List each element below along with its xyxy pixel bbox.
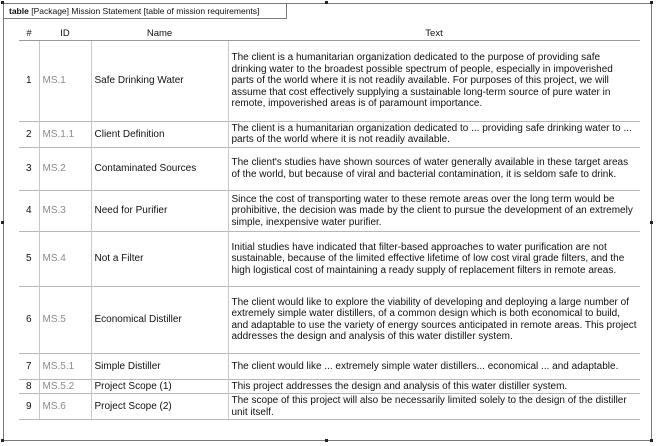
requirement-id[interactable]: MS.5.2 bbox=[39, 379, 91, 393]
row-number: 2 bbox=[19, 122, 39, 148]
column-header-id[interactable]: ID bbox=[39, 27, 91, 41]
table-row[interactable] bbox=[19, 190, 640, 231]
requirement-id[interactable]: MS.1 bbox=[39, 41, 91, 122]
table-row[interactable] bbox=[19, 147, 640, 190]
row-number: 1 bbox=[19, 41, 39, 122]
requirement-text[interactable]: The client is a humanitarian organization dedicated to the purpose of providing safe drinking water to the broadest possible spectrum of people, especially in impoverished parts of the world where it is not readily available. For purposes of this project, we will assume that cost effectively supplying a sustainable long-term source of pure water in remote, impoverished areas is of paramount importance. bbox=[228, 41, 640, 122]
requirement-name[interactable]: Project Scope (1) bbox=[91, 379, 228, 393]
requirement-name[interactable]: Project Scope (2) bbox=[91, 394, 228, 420]
table-header-row bbox=[19, 27, 640, 41]
frame-resize-handle[interactable] bbox=[650, 1, 653, 4]
requirement-text[interactable]: This project addresses the design and analysis of this water distiller system. bbox=[228, 379, 640, 393]
diagram-frame bbox=[3, 3, 652, 441]
row-number: 6 bbox=[19, 286, 39, 353]
column-header-number[interactable]: # bbox=[19, 27, 39, 41]
frame-resize-handle[interactable] bbox=[325, 1, 328, 4]
table-row[interactable] bbox=[19, 379, 640, 393]
requirement-name[interactable]: Contaminated Sources bbox=[91, 147, 228, 190]
requirement-name[interactable]: Simple Distiller bbox=[91, 353, 228, 379]
requirement-id[interactable]: MS.1.1 bbox=[39, 122, 91, 148]
diagram-header-tab[interactable] bbox=[4, 4, 287, 19]
frame-resize-handle[interactable] bbox=[1, 1, 4, 4]
requirement-text[interactable]: The client's studies have shown sources of water generally available in these target areas of the world, but because of viral and bacterial contamination, it is seldom safe to drink. bbox=[228, 147, 640, 190]
requirement-name[interactable]: Need for Purifier bbox=[91, 190, 228, 231]
table-row[interactable] bbox=[19, 394, 640, 420]
table-row[interactable] bbox=[19, 286, 640, 353]
frame-resize-handle[interactable] bbox=[1, 439, 4, 442]
requirement-name[interactable]: Not a Filter bbox=[91, 231, 228, 286]
column-header-name[interactable]: Name bbox=[91, 27, 228, 41]
column-header-text[interactable]: Text bbox=[228, 27, 640, 41]
requirement-text[interactable]: The client is a humanitarian organization dedicated to ... providing safe drinking water to ... parts of the world where it is not readily available. bbox=[228, 122, 640, 148]
frame-resize-handle[interactable] bbox=[650, 439, 653, 442]
requirement-id[interactable]: MS.5.1 bbox=[39, 353, 91, 379]
row-number: 3 bbox=[19, 147, 39, 190]
row-number: 9 bbox=[19, 394, 39, 420]
requirement-id[interactable]: MS.5 bbox=[39, 286, 91, 353]
requirement-id[interactable]: MS.2 bbox=[39, 147, 91, 190]
requirement-id[interactable]: MS.6 bbox=[39, 394, 91, 420]
diagram-kind-label: table bbox=[9, 6, 29, 16]
frame-resize-handle[interactable] bbox=[650, 221, 653, 224]
requirement-id[interactable]: MS.4 bbox=[39, 231, 91, 286]
requirement-name[interactable]: Economical Distiller bbox=[91, 286, 228, 353]
requirement-text[interactable]: Initial studies have indicated that filter-based approaches to water purification are not sustainable, because of the limited effective lifetime of low cost viral grade filters, and the high logistical cost of maintaining a ready supply of replacement filters in remote areas. bbox=[228, 231, 640, 286]
table-row[interactable] bbox=[19, 353, 640, 379]
requirements-table bbox=[19, 27, 640, 420]
row-number: 7 bbox=[19, 353, 39, 379]
requirement-text[interactable]: Since the cost of transporting water to these remote areas over the long term would be prohibitive, the decision was made by the client to pursue the development of an extremely simple, inexpensive water purifier. bbox=[228, 190, 640, 231]
requirement-name[interactable]: Safe Drinking Water bbox=[91, 41, 228, 122]
requirement-text[interactable]: The client would like to explore the viability of developing and deploying a large number of extremely simple water distillers, of a common design which is both economical to build, and adaptable to use the variety of energy sources anticipated in remote areas. This project addresses the design and analysis of this water distiller system. bbox=[228, 286, 640, 353]
row-number: 4 bbox=[19, 190, 39, 231]
requirement-text[interactable]: The scope of this project will also be necessarily limited solely to the design of the distiller unit itself. bbox=[228, 394, 640, 420]
requirement-text[interactable]: The client would like ... extremely simple water distillers... economical ... and adaptable. bbox=[228, 353, 640, 379]
row-number: 8 bbox=[19, 379, 39, 393]
requirement-name[interactable]: Client Definition bbox=[91, 122, 228, 148]
table-row[interactable] bbox=[19, 231, 640, 286]
diagram-title: [Package] Mission Statement [table of mission requirements] bbox=[28, 6, 260, 16]
requirement-id[interactable]: MS.3 bbox=[39, 190, 91, 231]
frame-resize-handle[interactable] bbox=[1, 221, 4, 224]
table-row[interactable] bbox=[19, 122, 640, 148]
row-number: 5 bbox=[19, 231, 39, 286]
frame-resize-handle[interactable] bbox=[325, 439, 328, 442]
table-row[interactable] bbox=[19, 41, 640, 122]
